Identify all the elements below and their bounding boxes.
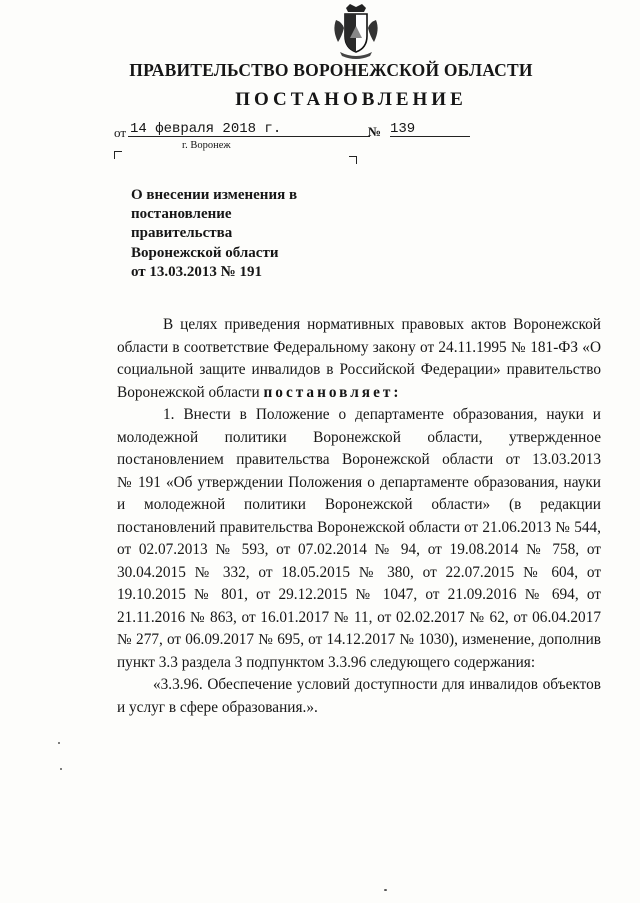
body-line: 21.11.2016 № 863, от 16.01.2017 № 11, от 02.02.2017 № 62, от 06.04.2017 — [117, 608, 601, 626]
voronezh-coat-of-arms-icon — [330, 2, 382, 60]
left-corner-mark — [114, 151, 122, 159]
body-line: № 277, от 06.09.2017 № 695, от 14.12.2017 № 1030), изменение, дополнив — [117, 631, 601, 648]
body-line: от 02.07.2013 № 593, от 07.02.2014 № 94, от 19.08.2014 № 758, от — [117, 541, 601, 558]
body-line: социальной защите инвалидов в Российской Федерации» правительство — [117, 361, 601, 378]
body-line: 19.10.2015 № 801, от 29.12.2015 № 1047, от 21.09.2016 № 694, от — [117, 586, 601, 603]
scan-speck — [60, 768, 62, 770]
subject-line: О внесении изменения в — [131, 187, 298, 203]
scan-speck — [58, 742, 60, 744]
body-line: области в соответствие Федеральному закону от 24.11.1995 № 181-ФЗ «О — [117, 338, 601, 356]
document-subject — [131, 186, 391, 282]
number-sign: № — [368, 124, 382, 139]
body-line — [117, 382, 601, 405]
body-line: пункт 3.3 раздела 3 подпунктом 3.3.96 следующего содержания: — [117, 653, 536, 671]
subject-line: правительства — [131, 225, 233, 242]
body-line: «3.3.96. Обеспечение условий доступности для инвалидов объектов — [153, 676, 601, 693]
decree-word: постановляет: — [263, 383, 402, 401]
document-number: 139 — [390, 121, 416, 137]
body-line: и молодежной политики Воронежской области» (в редакции — [117, 496, 601, 513]
document-type: ПОСТАНОВЛЕНИЕ — [235, 89, 467, 110]
right-corner-mark — [349, 156, 357, 164]
body-line: В целях приведения нормативных правовых актов Воронежской — [163, 316, 601, 333]
scan-speck — [384, 889, 387, 891]
body-line-text: Воронежской области — [117, 383, 260, 401]
body-line: постановлением правительства Воронежской области от 13.03.2013 — [117, 451, 601, 468]
organization-name: ПРАВИТЕЛЬСТВО ВОРОНЕЖСКОЙ ОБЛАСТИ — [129, 60, 533, 80]
body-line: 30.04.2015 № 332, от 18.05.2015 № 380, от 22.07.2015 № 604, от — [117, 563, 601, 581]
body-line: 1. Внести в Положение о департаменте образования, науки и — [163, 406, 601, 423]
document-body — [117, 314, 601, 719]
city-name: г. Воронеж — [182, 140, 231, 151]
body-line: постановлений правительства Воронежской области от 21.06.2013 № 544, — [117, 518, 601, 536]
body-line: молодежной политики Воронежской области, утвержденное — [117, 428, 601, 446]
date-prefix: от — [114, 125, 127, 140]
body-line: № 191 «Об утверждении Положения о департаменте образования, науки — [117, 473, 601, 491]
subject-line: постановление — [131, 206, 232, 223]
body-line: и услуг в сфере образования.». — [117, 698, 318, 716]
subject-line: Воронежской области — [131, 244, 279, 261]
document-date: 14 февраля 2018 г. — [130, 121, 282, 137]
subject-line: от 13.03.2013 № 191 — [131, 263, 262, 280]
